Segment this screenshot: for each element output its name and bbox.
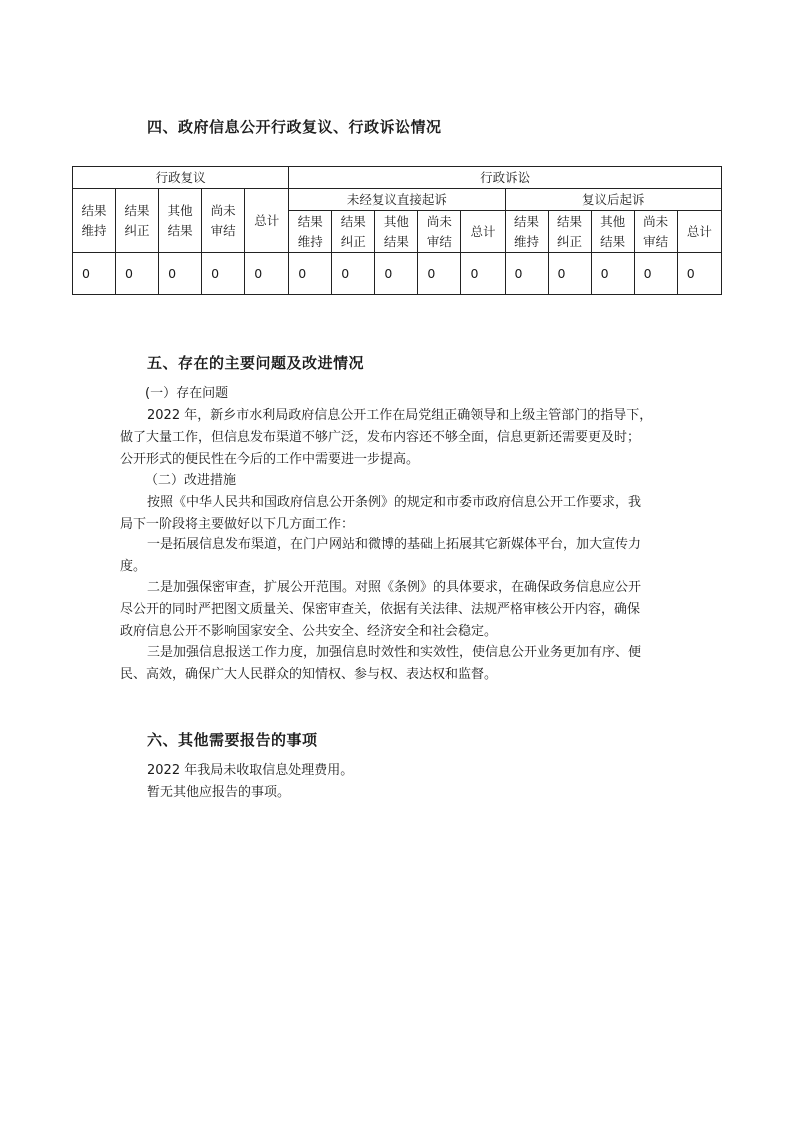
table-cell: 0: [461, 253, 505, 295]
table-cell: 0: [418, 253, 461, 295]
paragraph-line: 公开形式的便民性在今后的工作中需要进一步提高。: [120, 452, 420, 467]
col-header: 其他 结果: [375, 211, 418, 253]
table-cell: 0: [332, 253, 375, 295]
col-header: 结果 纠正: [332, 211, 375, 253]
paragraph-line: 民、高效，确保广大人民群众的知情权、参与权、表达权和监督。: [120, 667, 498, 682]
paragraph-line: 一是拓展信息发布渠道，在门户网站和微博的基础上拓展其它新媒体平台，加大宣传力: [147, 537, 642, 552]
subheading-problems: (一）存在问题: [145, 386, 229, 401]
header-administrative-review: 行政复议: [73, 167, 289, 189]
table-cell: 0: [634, 253, 677, 295]
table-cell: 0: [677, 253, 721, 295]
table-cell: 0: [548, 253, 591, 295]
paragraph-line: 尽公开的同时严把图文质量关、保密审查关，依据有关法律、法规严格审核公开内容，确保: [120, 602, 641, 617]
paragraph-line: 度。: [120, 559, 147, 574]
col-header-total: 总计: [461, 211, 505, 253]
paragraph-line: 三是加强信息报送工作力度，加强信息时效性和实效性，使信息公开业务更加有序、便: [147, 645, 642, 660]
paragraph-line: 暂无其他应报告的事项。: [147, 785, 291, 800]
header-direct-suit: 未经复议直接起诉: [289, 189, 505, 211]
col-header: 尚未 审结: [418, 211, 461, 253]
col-header: 结果 纠正: [116, 189, 159, 253]
section-6-heading: 六、其他需要报告的事项: [147, 731, 318, 749]
col-header: 结果 维持: [505, 211, 548, 253]
review-litigation-table: [72, 166, 722, 295]
col-header-total: 总计: [677, 211, 721, 253]
table-cell: 0: [245, 253, 289, 295]
col-header: 结果 维持: [289, 211, 332, 253]
col-header: 其他 结果: [591, 211, 634, 253]
header-administrative-litigation: 行政诉讼: [289, 167, 722, 189]
table-cell: 0: [289, 253, 332, 295]
table-cell: 0: [591, 253, 634, 295]
section-4-heading: 四、政府信息公开行政复议、行政诉讼情况: [147, 118, 442, 136]
col-header: 其他 结果: [159, 189, 202, 253]
paragraph-line: 2022 年我局未收取信息处理费用。: [147, 763, 354, 778]
paragraph-line: 二是加强保密审查，扩展公开范围。对照《条例》的具体要求，在确保政务信息应公开: [147, 580, 642, 595]
table-cell: 0: [505, 253, 548, 295]
paragraph-line: 做了大量工作，但信息发布渠道不够广泛，发布内容还不够全面，信息更新还需要更及时；: [120, 430, 641, 445]
col-header: 尚未 审结: [202, 189, 245, 253]
col-header: 尚未 审结: [634, 211, 677, 253]
paragraph-line: 2022 年，新乡市水利局政府信息公开工作在局党组正确领导和上级主管部门的指导下，: [147, 408, 653, 423]
paragraph-line: 局下一阶段将主要做好以下几方面工作：: [120, 517, 355, 532]
col-header: 结果 维持: [73, 189, 116, 253]
table-cell: 0: [159, 253, 202, 295]
paragraph-line: 按照《中华人民共和国政府信息公开条例》的规定和市委市政府信息公开工作要求，我: [147, 495, 642, 510]
table-cell: 0: [202, 253, 245, 295]
section-5-heading: 五、存在的主要问题及改进情况: [147, 354, 365, 372]
subheading-measures: （二）改进措施: [145, 473, 237, 488]
table-cell: 0: [375, 253, 418, 295]
col-header-total: 总计: [245, 189, 289, 253]
table-cell: 0: [116, 253, 159, 295]
header-suit-after-review: 复议后起诉: [505, 189, 722, 211]
col-header: 结果 纠正: [548, 211, 591, 253]
paragraph-line: 政府信息公开不影响国家安全、公共安全、经济安全和社会稳定。: [120, 624, 498, 639]
table-cell: 0: [73, 253, 116, 295]
